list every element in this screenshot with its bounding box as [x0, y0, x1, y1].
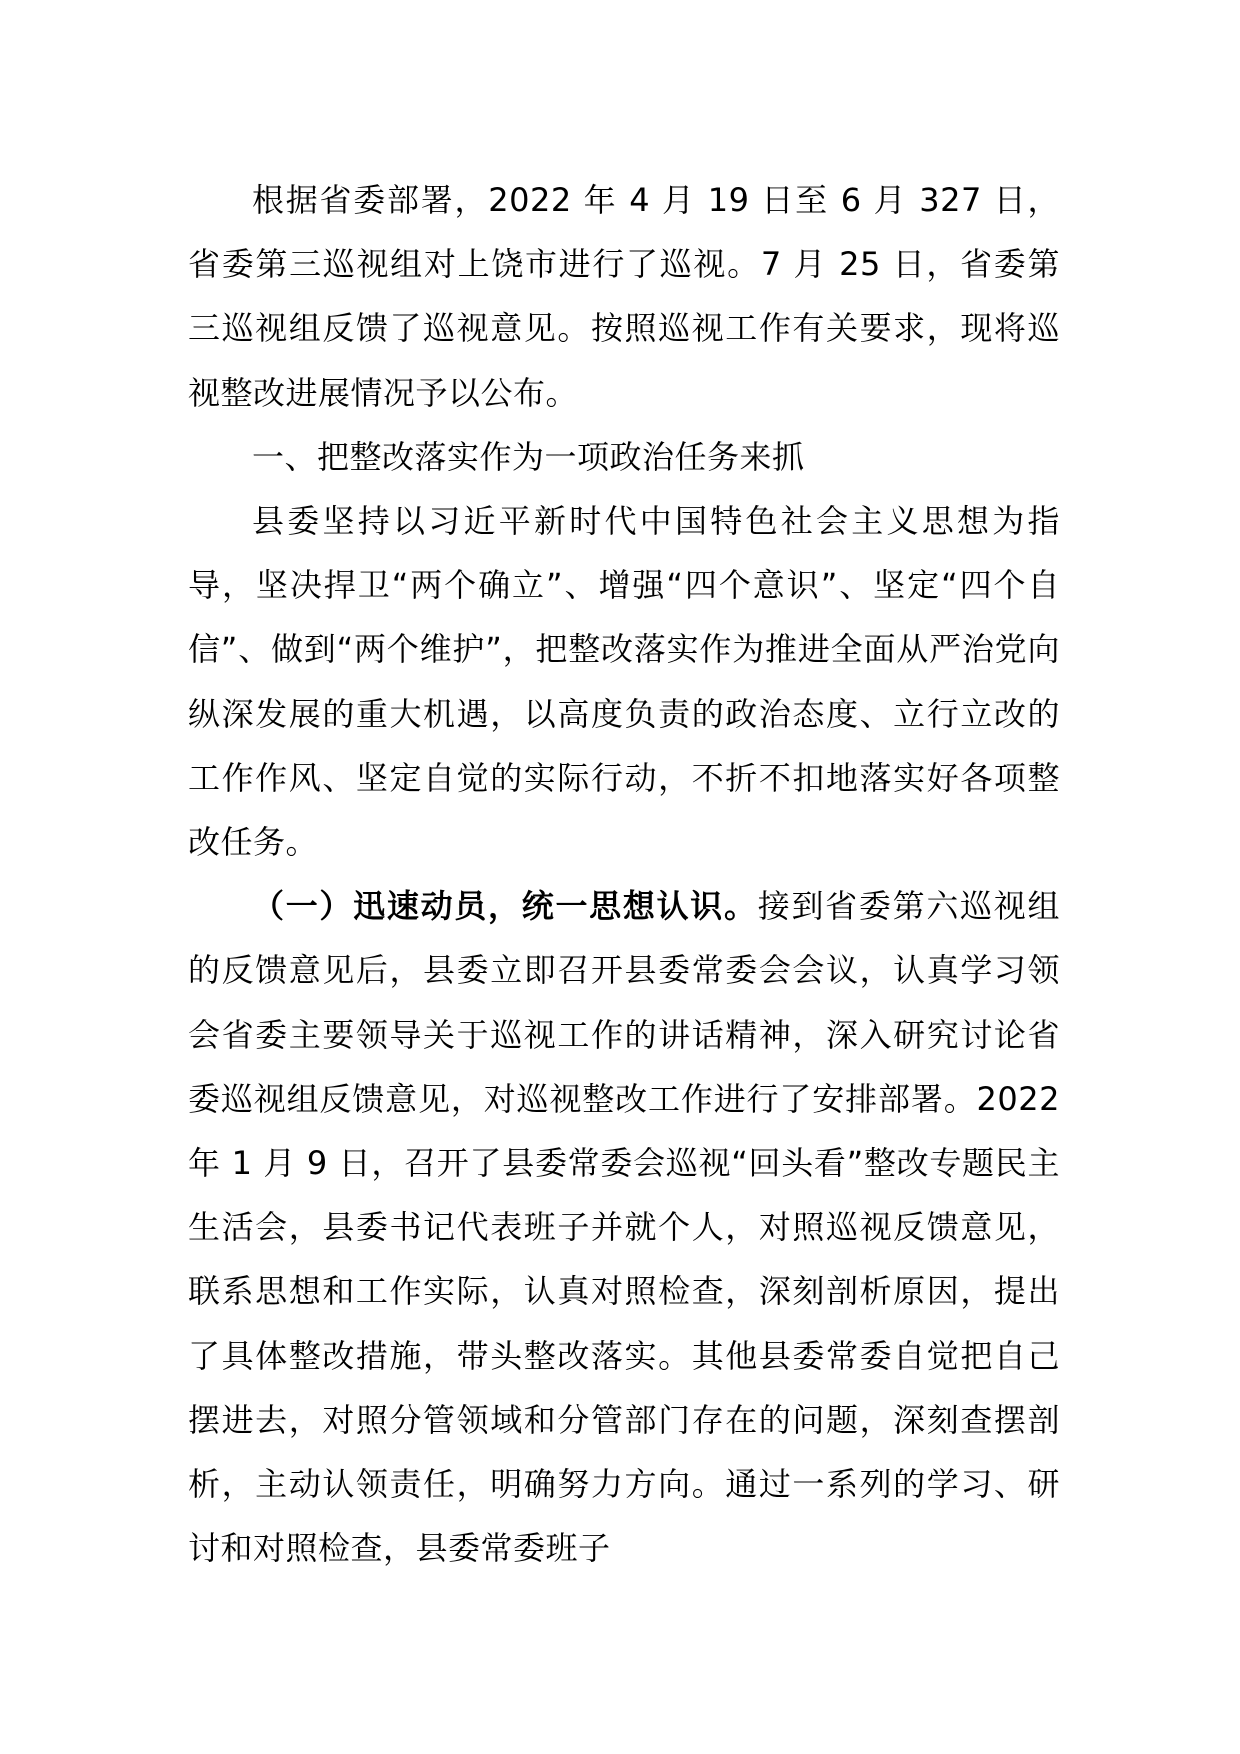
subsection-1-lead: （一）迅速动员，统一思想认识。 — [252, 887, 758, 926]
section-1-paragraph: 县委坚持以习近平新时代中国特色社会主义思想为指导，坚决捍卫“两个确立”、增强“四个意识”、坚定“四个自信”、做到“两个维护”，把整改落实作为推进全面从严治党向纵深发展的重大机遇，以高度负责的政治态度、立行立改的工作作风、坚定自觉的实际行动，不折不扣地落实好各项整改任务。 — [188, 502, 1060, 862]
subsection-1-body: 接到省委第六巡视组的反馈意见后，县委立即召开县委常委会会议，认真学习领会省委主要领导关于巡视工作的讲话精神，深入研究讨论省委巡视组反馈意见，对巡视整改工作进行了安排部署。2022 年 1 月 9 日，召开了县委常委会巡视“回头看”整改专题民主生活会，县委书记代表班子并就个人，对照巡视反馈意见，联系思想和工作实际，认真对照检查，深刻剖析原因，提出了具体整改措施，带头整改落实。其他县委常委自觉把自己摆进去，对照分管领域和分管部门存在的问题，深刻查摆剖析，主动认领责任，明确努力方向。通过一系列的学习、研讨和对照检查，县委常委班子 — [188, 887, 1060, 1568]
subsection-1-paragraph — [188, 874, 1060, 1580]
section-heading-1: 一、把整改落实作为一项政治任务来抓 — [252, 437, 805, 476]
document-page — [188, 168, 1060, 1580]
intro-paragraph: 根据省委部署，2022 年 4 月 19 日至 6 月 327 日，省委第三巡视组对上饶市进行了巡视。7 月 25 日，省委第三巡视组反馈了巡视意见。按照巡视工作有关要求，现将巡视整改进展情况予以公布。 — [188, 181, 1060, 412]
